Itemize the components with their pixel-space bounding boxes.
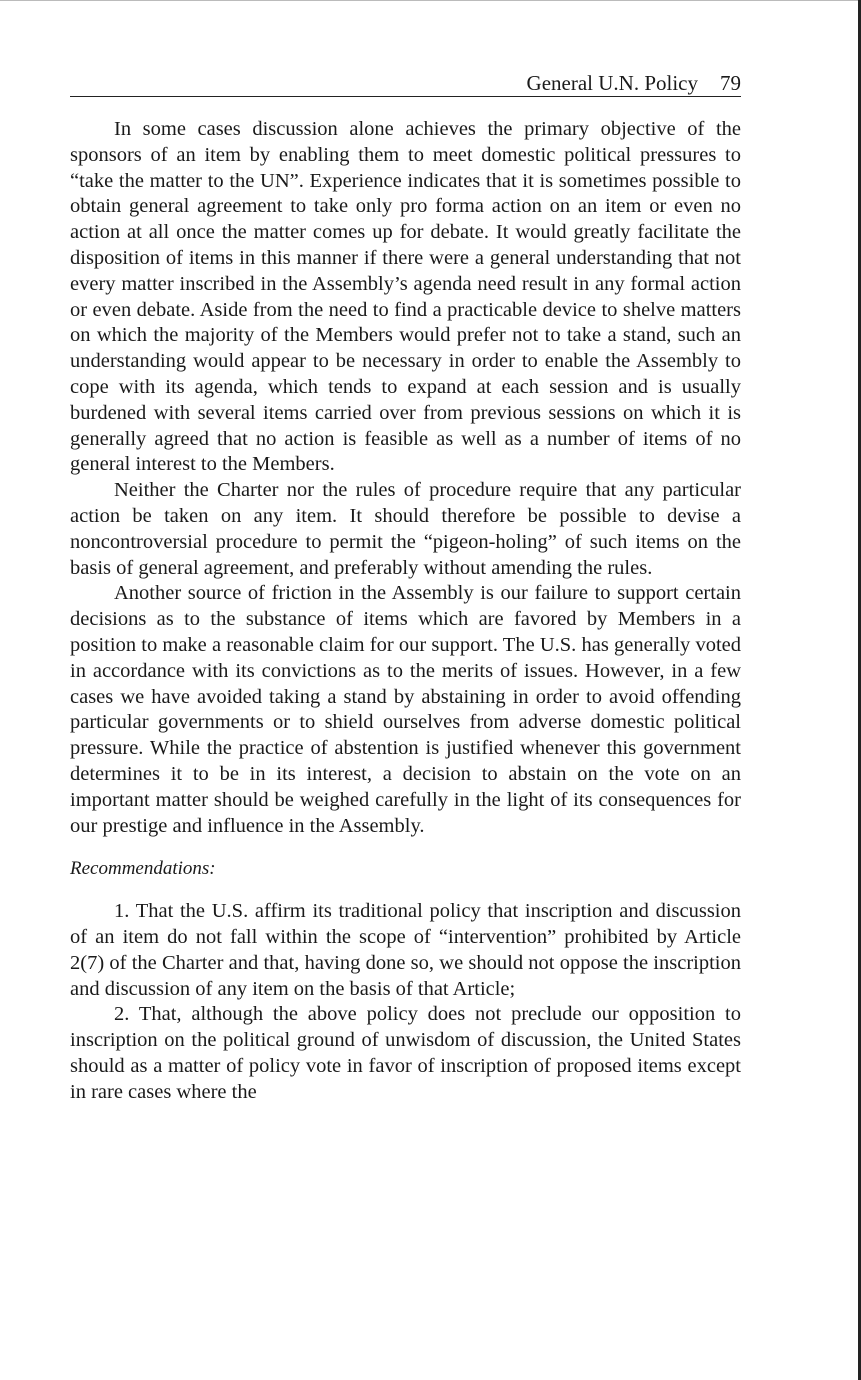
body-text <box>70 117 741 1105</box>
running-head <box>70 70 741 97</box>
scan-edge-top <box>0 0 861 1</box>
paragraph: Neither the Charter nor the rules of procedure require that any particular action be taken on any item. It should therefore be possible to devise a noncontroversial procedure to permit the “pigeon-holing” of such items on the basis of general agreement, and preferably without amending the rules. <box>70 479 741 579</box>
recommendation-item: 2. That, although the above policy does not preclude our opposition to inscription on the political ground of unwisdom of discussion, the United States should as a matter of policy vote in favor of inscription of proposed items except in rare cases where the <box>70 1003 741 1103</box>
paragraph: Another source of friction in the Assembly is our failure to support certain decisions as to the substance of items which are favored by Members in a position to make a reasonable claim for our support. The U.S. has generally voted in accordance with its convictions as to the merits of issues. However, in a few cases we have avoided taking a stand by abstaining in order to avoid offending particular governments or to shield ourselves from adverse domestic political pressure. While the practice of abstention is justified whenever this government determines it to be in its interest, a decision to abstain on the vote on an important matter should be weighed carefully in the light of its consequences for our prestige and influence in the Assembly. <box>70 582 741 837</box>
page-number: 79 <box>720 71 741 95</box>
recommendations-heading: Recommendations: <box>70 858 216 880</box>
running-title: General U.N. Policy <box>526 71 698 95</box>
paragraph: In some cases discussion alone achieves the primary objective of the sponsors of an item by enabling them to meet domestic political pressures to “take the matter to the UN”. Experience indicates that it is sometimes possible to obtain general agreement to take only pro forma action on an item or even no action at all once the matter comes up for debate. It would greatly facilitate the disposition of items in this manner if there were a general understanding that not every matter inscribed in the Assembly’s agenda need result in any formal action or even debate. Aside from the need to find a practicable device to shelve matters on which the majority of the Members would prefer not to take a stand, such an understanding would appear to be necessary in order to enable the Assembly to cope with its agenda, which tends to expand at each session and is usually burdened with several items carried over from previous sessions on which it is generally agreed that no action is feasible as well as a number of items of no general interest to the Members. <box>70 118 741 476</box>
recommendation-item: 1. That the U.S. affirm its traditional policy that inscription and discussion of an item do not fall within the scope of “intervention” prohibited by Article 2(7) of the Charter and that, having done so, we should not oppose the inscription and discussion of any item on the basis of that Article; <box>70 900 741 1000</box>
